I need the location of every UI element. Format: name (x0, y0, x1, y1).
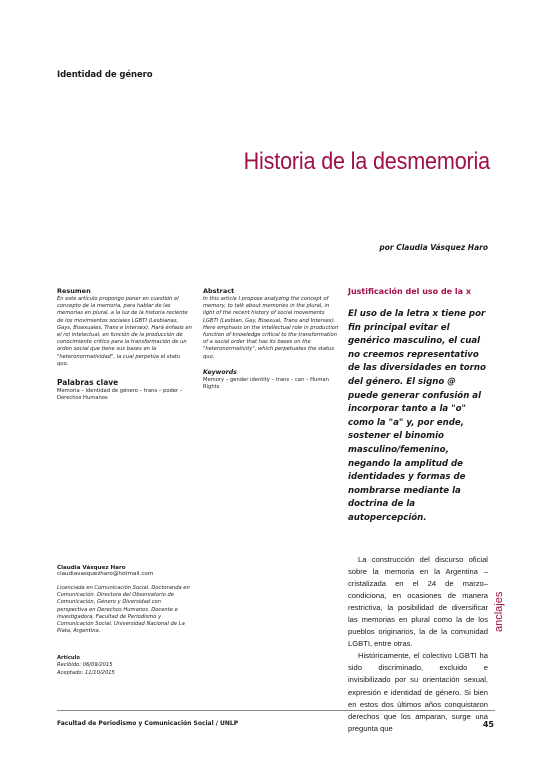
author-name: Claudia Vásquez Haro (57, 565, 126, 571)
abstract-heading: Abstract (203, 287, 235, 295)
footer-divider (57, 710, 495, 711)
side-label: anclajes (493, 591, 505, 632)
section-tag: Identidad de género (57, 70, 153, 80)
main-column (348, 287, 488, 735)
received-date: Recibido: 06/09/2015 (57, 662, 113, 669)
abstract-column (203, 287, 339, 391)
article-dates (57, 655, 193, 677)
page-number: 45 (482, 720, 494, 729)
article-title: Historia de la desmemoria (243, 148, 490, 175)
author-bio: Licenciada en Comunicación Social. Doctoranda en Comunicación. Directora del Observatorio de Comunicación, Género y Diversidad con perspectiva en Derechos Humanos. Docente e investigadora, Facultad de Periodismo y Comunicación Social, Universidad Nacional de La Plata, Argentina. (57, 585, 190, 635)
author-block (57, 565, 193, 635)
resumen-heading: Resumen (57, 287, 91, 295)
body-paragraph-1: La construcción del discurso oficial sobre la memoria en la Argentina –cristalizada en el 24 de marzo– condiciona, en ocasiones de manera restrictiva, la posibilidad de diversificar las memorias en plural como la de los pueblos originarios, la de la comunidad LGBTI, entre otras. (348, 554, 488, 649)
resumen-text: En este artículo propongo poner en cuestión el concepto de la memoria, para hablar de las memorias en plural, a la luz de la historia reciente de los movimientos sociales LGBTI (Lesbianas, Gays, Bisexuales, Trans e Intersex). Hará énfasis en el rol intelectual, en función de la producción de conocimiento crítico para la transformación de un orden social que tiene sus bases en la "heteronormatividad", la cual perpetúa el statu quo. (57, 296, 192, 367)
pullquote: El uso de la letra x tiene por fin principal evitar el genérico masculino, el cual no creemos representativo de las diversidades en torno del género. El signo @ puede generar confusión al incorporar tanto a la "o" como la "a" y, por ende, sostener el binomio masculino/femenino, negando la amplitud de identidades y formas de nombrarse mediante la doctrina de la autopercepción. (348, 309, 486, 523)
palabras-clave-text: Memoria – identidad de género – trans – poder – Derechos Humanos (57, 388, 183, 402)
abstract-text: In this article I propose analyzing the concept of memory, to talk about memories in the plural, in light of the recent history of social movements LGBTI (Lesbian, Gay, Bisexual, Trans and Intersex). Here emphasis on the intellectual role in production function of knowledge critical to the transformation of a social order that has its bases on the "heteronormativity", which perpetuates the status quo. (203, 296, 339, 360)
byline: por Claudia Vásquez Haro (379, 243, 488, 252)
resumen-column (57, 287, 193, 402)
footer-publisher: Facultad de Periodismo y Comunicación Social / UNLP (57, 720, 239, 727)
justificacion-heading: Justificación del uso de la x (348, 287, 471, 296)
body-paragraph-2: Históricamente, el colectivo LGBTI ha sido discriminado, excluido e invisibilizado por su orientación sexual, expresión e identidad de género. Si bien en estos dos últimos años conquistaron derechos que los amparan, surge una pregunta que (348, 651, 488, 733)
dates-label: Artículo (57, 655, 80, 661)
accepted-date: Aceptado: 11/10/2015 (57, 669, 115, 676)
keywords-text: Memory – gender identity – trans – can – Human Rights (203, 376, 329, 391)
keywords-heading: Keywords (203, 368, 237, 376)
author-email: claudiavasquezharo@hotmail.com (57, 571, 154, 577)
palabras-clave-heading: Palabras clave (57, 378, 119, 388)
